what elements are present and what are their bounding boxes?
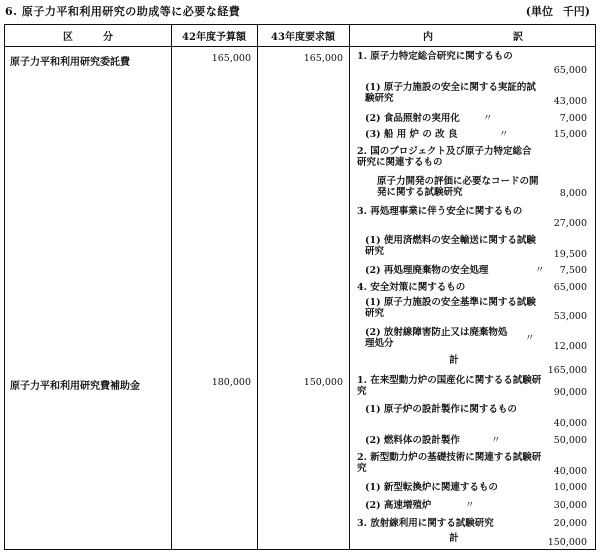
page-title: 6. 原子力平和利用研究の助成等に必要な経費: [5, 5, 241, 18]
request43-value: 150,000: [303, 377, 343, 388]
header-request43: 43年度要求額: [271, 32, 335, 43]
header-content: 内 訳: [423, 32, 523, 43]
column-divider: [349, 25, 350, 549]
category-label: 原子力平和利用研究費補助金: [10, 381, 140, 392]
budget-table: 区 分 42年度予算額 43年度要求額 内 訳 原子力平和利用研究委託費 165,000 165,000 1. 原子力特定総合研究に関するもの 65,000 (1) 原子力施設の安全に関する実証的試験研究 43,000 (2) 食品照射の実用化 〃 7,000 (3) 船 用 炉 の 改 良 〃 15,000 2. 国のプロジェクト及び原子力特定総合研究に関連するもの 原子力開発の評価に必要なコードの開発に関する試験研究 8,000 3. 再処理事業に伴う安全に関するもの 27,000 (1) 使用済燃料の安全輸送に関する試験研究 19,500 (2) 再処理廃棄物の安全処理 〃 7,500 4. 安全対策に関するもの 65,000 (1) 原子力施設の安全基準に関する試験研究 53,000 (2) 放射線障害防止又は廃棄物処理処分 〃 12,000 計 165,000 原子力平和利用研究費補助金 180,000 150,000 1. 在来型動力炉の国産化に関するる試験研究 90,000 (1) 原子炉の設計製作に関するもの 40,000 (2) 燃料体の設計製作 〃 50,000 2. 新型動力炉の基礎技術に関連する試験研究 40,000 (1) 新型転換炉に関連するもの 10,000 (2) 高速増殖炉 〃 30,000 3. 放射線利用に関する試験研究 20,000 計 150,000: [4, 24, 596, 550]
budget42-value: 180,000: [211, 377, 251, 388]
column-divider: [171, 25, 172, 549]
budget42-value: 165,000: [211, 53, 251, 64]
table-header: [5, 25, 595, 47]
column-divider: [257, 25, 258, 549]
category-label: 原子力平和利用研究委託費: [10, 57, 130, 68]
header-budget42: 42年度予算額: [182, 32, 246, 43]
header-category: 区 分: [63, 32, 113, 43]
unit-label: (単位 千円): [525, 5, 590, 18]
request43-value: 165,000: [303, 53, 343, 64]
